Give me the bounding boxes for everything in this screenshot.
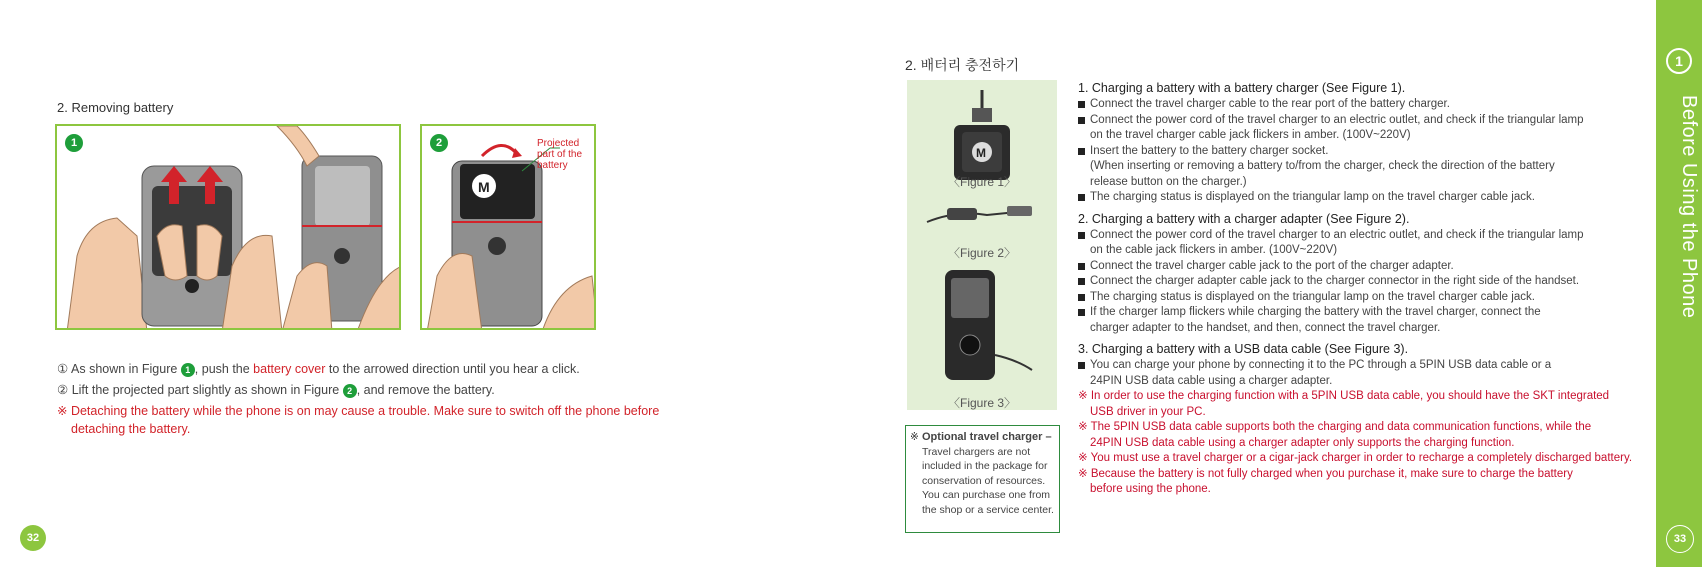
page-number-left: 32 — [20, 525, 46, 551]
figures-panel — [907, 80, 1057, 410]
list-item: Connect the travel charger cable jack to the port of the charger adapter. — [1078, 259, 1638, 275]
list-item-cont: on the cable jack flickers in amber. (100V~220V) — [1090, 244, 1338, 256]
section-1-heading: 1. Charging a battery with a battery charger (See Figure 1). — [1078, 81, 1406, 95]
note-5pin-cable: ※ The 5PIN USB data cable supports both the charging and data communication functions, while the — [1078, 421, 1592, 433]
note-usb-driver: ※ In order to use the charging function with a 5PIN USB data cable, you should have the SKT integrated — [1078, 390, 1610, 402]
page-number-right: 33 — [1666, 525, 1694, 553]
svg-text:M: M — [478, 179, 490, 195]
chapter-number-icon: 1 — [1666, 48, 1692, 74]
optional-charger-box: ※ Optional travel charger – Travel chargers are not included in the package for conservation of resources. You can purchase one from the shop or a service center. — [905, 425, 1060, 533]
figure-1-illustration — [57, 126, 401, 330]
charging-instructions — [1078, 78, 1638, 498]
list-item: Connect the charger adapter cable jack to the charger connector in the right side of the handset. — [1078, 274, 1638, 290]
list-item-cont: (When inserting or removing a battery to/from the charger, check the direction of the battery — [1090, 160, 1555, 172]
note-battery-not-charged: ※ Because the battery is not fully charged when you purchase it, make sure to charge the battery — [1078, 467, 1573, 480]
figure-3-label: 〈Figure 3〉 — [947, 396, 1017, 410]
section-3-heading: 3. Charging a battery with a USB data cable (See Figure 3). — [1078, 342, 1409, 356]
list-item: Connect the power cord of the travel charger to an electric outlet, and check if the triangular lamp — [1078, 228, 1638, 244]
list-item: The charging status is displayed on the triangular lamp on the travel charger cable jack. — [1078, 290, 1638, 306]
list-item: Connect the travel charger cable to the rear port of the battery charger. — [1078, 97, 1638, 113]
optional-box-title: Optional travel charger – — [922, 431, 1052, 443]
figure-ref-1: 1 — [181, 363, 195, 377]
list-item: You can charge your phone by connecting it to the PC through a 5PIN USB data cable or a — [1078, 358, 1638, 374]
list-item: Insert the battery to the battery charger socket. — [1078, 144, 1638, 160]
list-item-cont: release button on the charger.) — [1090, 175, 1247, 188]
list-item: Connect the power cord of the travel charger to an electric outlet, and check if the triangular lamp — [1078, 113, 1638, 129]
note-travel-charger: ※ You must use a travel charger or a cigar-jack charger in order to recharge a completely discharged battery. — [1078, 452, 1633, 464]
callout-projected-part: Projected part of the battery — [537, 138, 583, 171]
figure-2-box — [420, 124, 596, 330]
figure-ref-2: 2 — [343, 384, 357, 398]
chapter-tab-label: Before Using the Phone — [1678, 95, 1700, 319]
section-2-heading: 2. Charging a battery with a charger adapter (See Figure 2). — [1078, 211, 1410, 226]
note-usb-driver-cont: USB driver in your PC. — [1090, 405, 1206, 418]
svg-text:M: M — [976, 146, 986, 160]
figure-1-box — [55, 124, 401, 330]
figure-1-badge: 1 — [65, 134, 83, 152]
step-2: ② Lift the projected part slightly as shown in Figure 2 , and remove the battery. — [57, 383, 495, 397]
battery-cover-highlight: battery cover — [253, 362, 326, 376]
step-1: ① As shown in Figure 1 , push the battery cover to the arrowed direction until you hear a click. — [57, 362, 580, 376]
warning-note-line2: detaching the battery. — [71, 422, 191, 436]
note-5pin-cable-cont: 24PIN USB data cable using a charger adapter only supports the charging function. — [1090, 436, 1515, 449]
list-item: The charging status is displayed on the triangular lamp on the travel charger cable jack. — [1078, 190, 1638, 206]
section-title-removing-battery: 2. Removing battery — [57, 100, 174, 115]
list-item: If the charger lamp flickers while charging the battery with the travel charger, connect the — [1078, 305, 1638, 321]
figure-2-badge: 2 — [430, 134, 448, 152]
list-item-cont: charger adapter to the handset, and then, connect the travel charger. — [1090, 321, 1441, 334]
list-item-cont: on the travel charger cable jack flickers in amber. (100V~220V) — [1090, 129, 1411, 141]
list-item-cont: 24PIN USB data cable using a charger adapter. — [1090, 374, 1333, 387]
section-title-charging: 2. 배터리 충전하기 — [905, 57, 1020, 73]
warning-note-line1: ※ Detaching the battery while the phone is on may cause a trouble. Make sure to switch off the phone before — [57, 404, 660, 418]
figure-2-label: 〈Figure 2〉 — [947, 246, 1017, 260]
note-battery-not-charged-cont: before using the phone. — [1090, 483, 1211, 495]
figure-1-label: 〈Figure 1〉 — [947, 175, 1017, 189]
